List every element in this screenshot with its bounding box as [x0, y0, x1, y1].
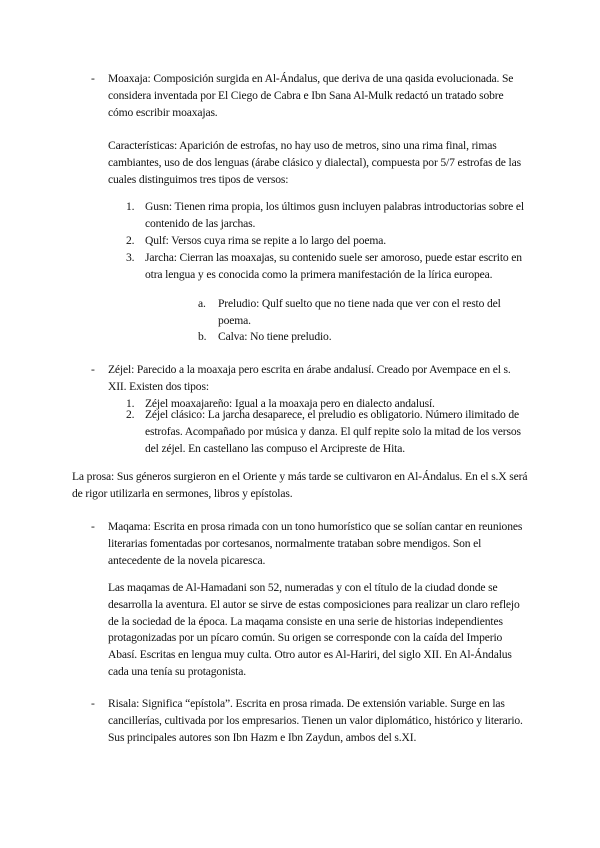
- list-item-text: Calva: No tiene preludio.: [218, 330, 332, 343]
- list-item-text: Gusn: Tienen rima propia, los últimos gusn incluyen palabras introductorias sobre el contenido de las jarchas.: [145, 200, 524, 230]
- moaxaja-characteristics: Características: Aparición de estrofas, no hay uso de metros, sino una rima final, rimas cambiantes, uso de dos lenguas (árabe clásico y dialectal), compuesta por 5/7 estrofas de las cuales distinguimos tres tipos de versos:: [108, 139, 521, 186]
- list-item-text: Qulf: Versos cuya rima se repite a lo largo del poema.: [145, 234, 386, 247]
- maqama-detail: Las maqamas de Al-Hamadani son 52, numeradas y con el título de la ciudad donde se desarrolla la aventura. El autor se sirve de estas composiciones para realizar un claro reflejo de la sociedad de la época. La maqama consiste en una serie de historias independientes protagonizadas por un pícaro común. Su origen se corresponde con la caída del Imperio Abasí. Escritas en lengua muy culta. Otro autor es Al-Hariri, del siglo XII. En Al-Ándalus cada una tenía su protagonista.: [108, 581, 520, 678]
- dash-bullet: -: [91, 697, 95, 710]
- list-item-text: Zéjel clásico: La jarcha desaparece, el preludio es obligatorio. Número ilimitado de estrofas. Acompañado por música y danza. El qulf repite solo la mitad de los versos del zéjel. En castellano las compuso el Arcipreste de Hita.: [145, 408, 521, 455]
- moaxaja-text: Moaxaja: Composición surgida en Al-Ándalus, que deriva de una qasida evolucionada. Se considera inventada por El Ciego de Cabra e Ibn Sana Al-Mulk redactó un tratado sobre cómo escribir moaxajas.: [108, 72, 514, 119]
- zejel-text: Zéjel: Parecido a la moaxaja pero escrita en árabe andalusí. Creado por Avempace en el s. XII. Existen dos tipos:: [108, 363, 511, 393]
- list-marker: 1.: [126, 397, 135, 410]
- list-item-text: Zéjel moaxajareño: Igual a la moaxaja pero en dialecto andalusí.: [145, 397, 435, 410]
- list-marker: 1.: [126, 200, 135, 213]
- list-item-text: Jarcha: Cierran las moaxajas, su contenido suele ser amoroso, puede estar escrito en otra lengua y es conocida como la primera manifestación de la lírica europea.: [145, 251, 522, 281]
- dash-bullet: -: [91, 72, 95, 85]
- list-marker: a.: [198, 297, 206, 310]
- dash-bullet: -: [91, 520, 95, 533]
- risala-text: Risala: Significa “epístola”. Escrita en prosa rimada. De extensión variable. Surge en las cancillerías, cultivada por los empresarios. Tienen un valor diplomático, histórico y literario. Sus principales autores son Ibn Hazm e Ibn Zaydun, ambos del s.XI.: [108, 697, 523, 744]
- list-marker: 2.: [126, 234, 135, 247]
- list-marker: 3.: [126, 251, 135, 264]
- list-marker: 2.: [126, 408, 135, 421]
- maqama-text: Maqama: Escrita en prosa rimada con un tono humorístico que se solían cantar en reuniones literarias fomentadas por cortesanos, normalmente trataban sobre mendigos. Son el antecedente de la novela picaresca.: [108, 520, 523, 567]
- list-marker: b.: [198, 330, 207, 343]
- list-item-text: Preludio: Qulf suelto que no tiene nada que ver con el resto del poema.: [218, 297, 501, 327]
- prosa-paragraph: La prosa: Sus géneros surgieron en el Oriente y más tarde se cultivaron en Al-Ándalus. En el s.X será de rigor utilizarla en sermones, libros y epístolas.: [72, 470, 528, 500]
- dash-bullet: -: [91, 363, 95, 376]
